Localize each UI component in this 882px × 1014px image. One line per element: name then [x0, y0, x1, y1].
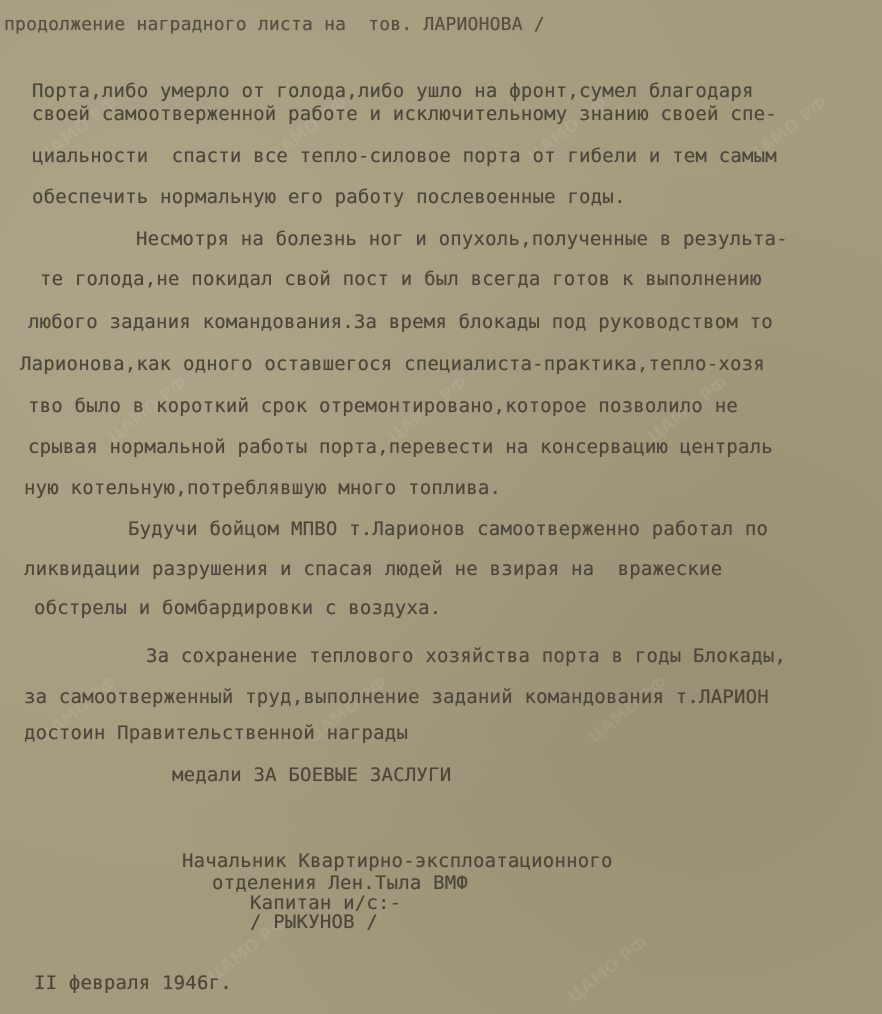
text-line: Несмотря на болезнь ног и опухоль,полученные в результа-	[136, 228, 788, 250]
text-line: ную котельную,потреблявшую много топлива.	[24, 477, 502, 499]
text-line: любого задания командования.За время блокады под руководством то	[28, 311, 773, 333]
watermark-text: ЦАМО РФ	[103, 372, 192, 448]
signature-name: / РЫКУНОВ /	[250, 911, 379, 933]
text-line: Будучи бойцом МПВО т.Ларионов самоотверженно работал по	[128, 518, 769, 540]
text-line: те голода,не покидал свой пост и был всегда готов к выполнению	[40, 268, 762, 290]
document-date: II февраля 1946г.	[34, 972, 232, 994]
text-line: обеспечить нормальную его работу послевоенные годы.	[32, 186, 626, 208]
signature-department: отделения Лен.Тыла ВМФ	[212, 872, 469, 894]
watermark-text: ЦАМО РФ	[383, 372, 472, 448]
text-line: тво было в короткий срок отремонтировано,которое позволило не	[28, 395, 738, 417]
text-line: ликвидации разрушения и спасая людей не взирая на вражеские	[24, 558, 723, 580]
text-line: срывая нормальной работы порта,перевести на консервацию централь	[28, 436, 773, 458]
watermark-text: ЦАМО РФ	[303, 672, 392, 748]
watermark-text: ЦАМО РФ	[563, 932, 652, 1008]
text-line: своей самоотверженной работе и исключительному знанию своей спе-	[32, 103, 777, 125]
document-header: продолжение наградного листа на тов. ЛАРИОНОВА /	[4, 14, 545, 35]
text-line: циальности спасти все тепло-силовое порта от гибели и тем самым	[32, 145, 777, 167]
text-line: за самоотверженный труд,выполнение заданий командования т.ЛАРИОН	[24, 686, 769, 708]
text-line: обстрелы и бомбардировки с воздуха.	[34, 597, 442, 619]
watermark-text: ЦАМО РФ	[743, 92, 832, 168]
watermark-text: ЦАМО РФ	[523, 92, 612, 168]
watermark-text: ЦАМО РФ	[33, 672, 122, 748]
watermark-text: ЦАМО РФ	[203, 912, 292, 988]
signature-title: Начальник Квартирно-эксплоатационного	[182, 850, 613, 872]
text-line: Ларионова,как одного оставшегося специалиста-практика,тепло-хозя	[20, 353, 765, 375]
signature-rank: Капитан и/с:-	[250, 892, 402, 914]
text-line: За сохранение теплового хозяйства порта в годы Блокады,	[146, 645, 787, 667]
watermark-text: ЦАМО РФ	[33, 92, 122, 168]
watermark-text: ЦАМО РФ	[583, 672, 672, 748]
award-line: медали ЗА БОЕВЫЕ ЗАСЛУГИ	[172, 764, 452, 786]
text-line: Порта,либо умерло от голода,либо ушло на фронт,сумел благодаря	[32, 80, 754, 102]
watermark-text: ЦАМО РФ	[643, 372, 732, 448]
watermark-text: ЦАМО РФ	[263, 92, 352, 168]
text-line: достоин Правительственной награды	[24, 722, 409, 744]
